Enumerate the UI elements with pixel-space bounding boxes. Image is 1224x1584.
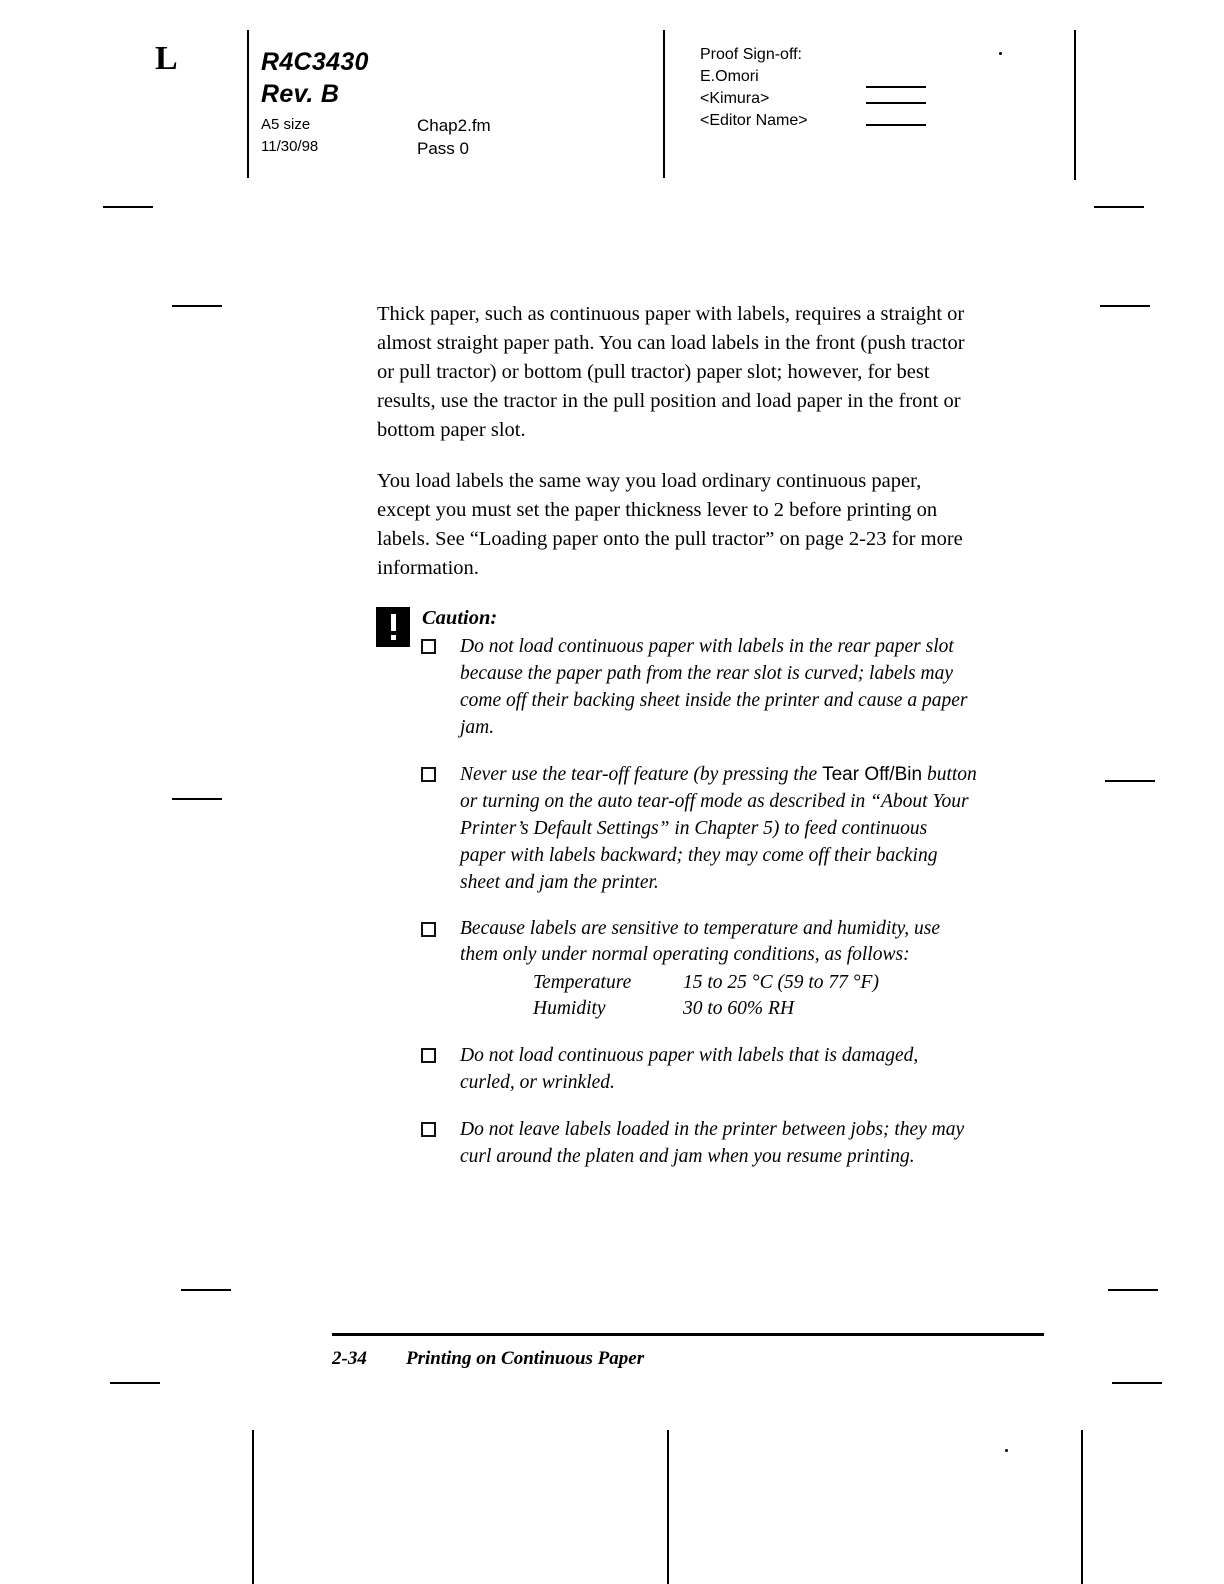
bullet-square-icon <box>421 639 436 654</box>
condition-value-humidity: 30 to 60% RH <box>683 998 795 1019</box>
proof-pass-number: Pass 0 <box>417 139 469 158</box>
caution-bullet-1-text: Do not load continuous paper with labels in the rear paper slot because the paper path from the rear slot is curved; labels may come off their backing sheet inside the printer and cause a paper jam. <box>460 636 968 738</box>
registration-dot-bottom-right <box>1005 1449 1008 1452</box>
header-divider-left <box>247 30 249 178</box>
source-file-name: Chap2.fm <box>417 116 491 135</box>
condition-label-temperature: Temperature <box>533 972 632 993</box>
body-paragraph-2: You load labels the same way you load ordinary continuous paper, except you must set the paper thickness lever to 2 before printing on labels. See “Loading paper onto the pull tractor” on page 2-23 for more information. <box>377 470 963 579</box>
crop-mark-top-left <box>103 206 153 208</box>
signature-line-3 <box>866 124 926 126</box>
list-item <box>377 761 977 896</box>
proof-signoff-reviewer-1: E.Omori <box>700 68 759 85</box>
caution-block <box>377 605 977 1170</box>
document-date: 11/30/98 <box>261 138 319 155</box>
page-side-marker: L <box>155 40 179 77</box>
crop-mark-bottom-right <box>1112 1382 1162 1384</box>
operating-conditions-table <box>533 970 977 1022</box>
footer-divider-center <box>667 1430 669 1584</box>
table-row <box>533 970 977 996</box>
list-item <box>377 1116 977 1170</box>
footer-divider-right <box>1081 1430 1083 1584</box>
footer-rule <box>332 1333 1044 1336</box>
list-item <box>377 1042 977 1096</box>
body-paragraph-1: Thick paper, such as continuous paper with labels, requires a straight or almost straight paper path. You can load labels in the front (push tractor or pull tractor) or bottom (pull tractor) paper slot; however, for best results, use the tractor in the pull position and load paper in the front or bottom paper slot. <box>377 303 965 441</box>
caution-bullet-4-text: Do not load continuous paper with labels that is damaged, curled, or wrinkled. <box>460 1045 919 1093</box>
caution-bullet-2-text-part1: Never use the tear-off feature (by pressing the <box>460 764 823 785</box>
caution-bullet-3-text: Because labels are sensitive to temperature and humidity, use them only under normal operating conditions, as follows: <box>460 918 940 965</box>
condition-label-humidity: Humidity <box>533 998 606 1019</box>
proof-signoff-title: Proof Sign-off: <box>700 46 802 63</box>
crop-mark-bottom-left <box>110 1382 160 1384</box>
header-divider-right <box>663 30 665 178</box>
footer-divider-left <box>252 1430 254 1584</box>
bullet-square-icon <box>421 922 436 937</box>
footer-page-number: 2-34 <box>332 1348 367 1369</box>
caution-bullet-5-text: Do not leave labels loaded in the printer between jobs; they may curl around the platen and jam when you resume printing. <box>460 1119 965 1167</box>
bullet-square-icon <box>421 767 436 782</box>
footer-chapter-title: Printing on Continuous Paper <box>406 1348 645 1369</box>
condition-value-temperature: 15 to 25 °C (59 to 77 °F) <box>683 972 879 993</box>
caution-title: Caution: <box>422 607 498 629</box>
crop-mark-mid-left-lower <box>172 798 222 800</box>
crop-mark-mid-right-upper <box>1100 305 1150 307</box>
tear-off-bin-button-name: Tear Off/Bin <box>822 764 923 785</box>
caution-bullet-2-text-part2: button or turning on the auto tear-off mode as described in “About Your Printer’s Default Settings” in Chapter 5) to feed continuous paper with labels backward; they may come off their backing sheet and jam the printer. <box>460 764 977 893</box>
list-item <box>377 633 977 741</box>
signature-line-2 <box>866 102 926 104</box>
table-row <box>533 996 977 1022</box>
registration-dot-top-right <box>999 52 1002 55</box>
list-item <box>377 916 977 1022</box>
crop-mark-mid-left-upper <box>172 305 222 307</box>
crop-mark-bottom-left-inner <box>181 1289 231 1291</box>
header-divider-far-right <box>1074 30 1076 180</box>
document-code: R4C3430 <box>261 48 369 76</box>
document-revision: Rev. B <box>261 80 340 108</box>
paper-size-label: A5 size <box>261 116 311 133</box>
crop-mark-top-right <box>1094 206 1144 208</box>
bullet-square-icon <box>421 1122 436 1137</box>
signature-line-1 <box>866 86 926 88</box>
proof-signoff-reviewer-2: <Kimura> <box>700 90 770 107</box>
crop-mark-mid-right-lower <box>1105 780 1155 782</box>
document-body <box>377 300 977 1190</box>
bullet-square-icon <box>421 1048 436 1063</box>
proof-signoff-reviewer-3: <Editor Name> <box>700 112 808 129</box>
crop-mark-bottom-right-inner <box>1108 1289 1158 1291</box>
caution-bullet-list <box>377 633 977 1170</box>
